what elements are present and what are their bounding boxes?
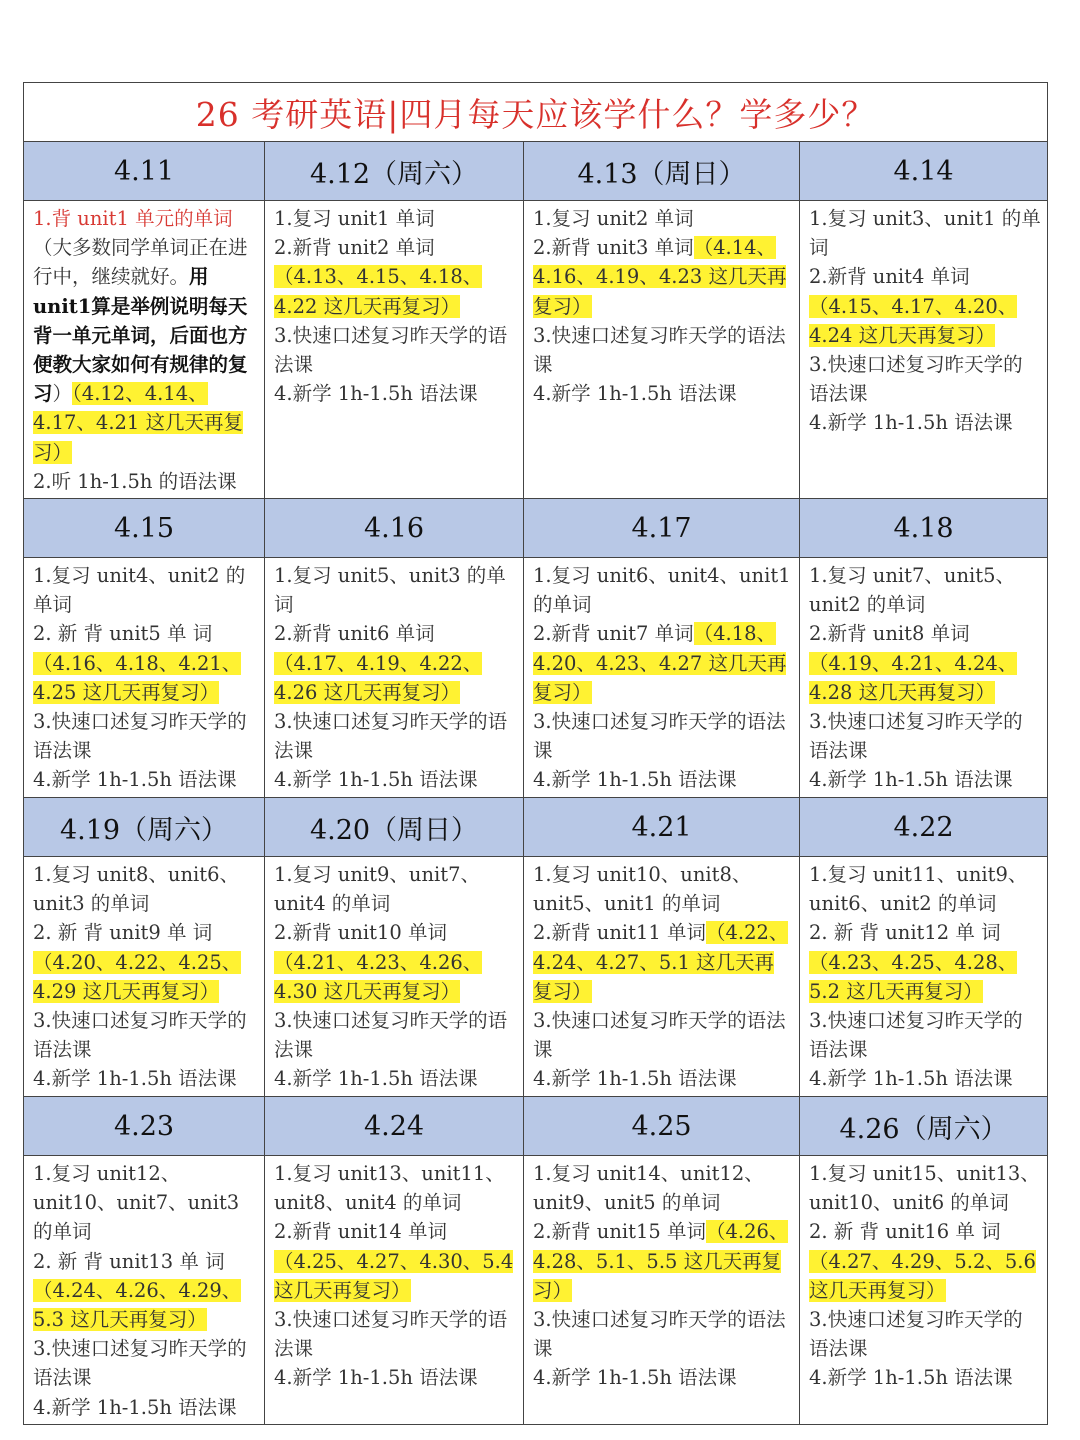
task-text: 4.新学 1h-1.5h 语法课 <box>533 768 737 792</box>
task-item <box>274 1217 517 1305</box>
task-text: 1.复习 unit5、unit3 的单词 <box>274 564 506 617</box>
task-text: 1.复习 unit8、unit6、unit3 的单词 <box>33 863 239 916</box>
day-plan-cell <box>524 1156 800 1425</box>
schedule-table <box>23 82 1048 1425</box>
task-item <box>533 1006 793 1064</box>
task-text: 4.新学 1h-1.5h 语法课 <box>809 1067 1013 1091</box>
task-text: 2.听 1h-1.5h 的语法课 <box>33 469 237 493</box>
task-text: 3.快速口述复习昨天学的语法课 <box>533 1308 786 1361</box>
day-header: 4.26（周六） <box>800 1097 1048 1156</box>
day-plan-cell <box>265 857 524 1097</box>
task-item <box>809 707 1041 765</box>
day-header: 4.16 <box>265 499 524 558</box>
review-dates-highlight: （4.15、4.17、4.20、4.24 这几天再复习） <box>809 294 1018 347</box>
task-item <box>533 707 793 765</box>
task-item <box>809 1217 1041 1305</box>
schedule-document <box>23 82 1047 1425</box>
review-dates-highlight: （4.12、4.14、4.17、4.21 这几天再复习） <box>33 382 244 464</box>
task-text: 4.新学 1h-1.5h 语法课 <box>274 1366 478 1390</box>
task-text: 3.快速口述复习昨天学的语法课 <box>274 1009 508 1062</box>
task-item <box>809 204 1041 262</box>
task-text: 3.快速口述复习昨天学的语法课 <box>809 1308 1023 1361</box>
day-header: 4.17 <box>524 499 800 558</box>
task-text: 1.复习 unit10、unit8、unit5、unit1 的单词 <box>533 863 752 916</box>
review-dates-highlight: （4.16、4.18、4.21、4.25 这几天再复习） <box>33 651 242 704</box>
task-text: 2.新背 unit6 单词 <box>274 622 435 646</box>
task-text: 2.新背 unit11 单词 <box>533 921 707 945</box>
task-note-bold: 用unit1算是举例说明每天背一单元单词，后面也方便教大家如何有规律的复习 <box>33 265 248 406</box>
task-item <box>274 765 517 794</box>
task-text: 2.新背 unit2 单词 <box>274 236 435 260</box>
task-item <box>33 1247 258 1335</box>
task-text: 2.新背 unit14 单词 <box>274 1220 448 1244</box>
task-text: ） <box>52 382 73 406</box>
task-text: 4.新学 1h-1.5h 语法课 <box>274 1067 478 1091</box>
task-item <box>274 707 517 765</box>
date-header-row <box>24 1097 1048 1156</box>
task-item <box>809 619 1041 707</box>
task-item <box>33 561 258 619</box>
review-dates-highlight: （4.26、4.28、5.1、5.5 这几天再复习） <box>533 1220 789 1302</box>
task-text: 3.快速口述复习昨天学的语法课 <box>33 710 247 763</box>
review-dates-highlight: （4.20、4.22、4.25、4.29 这几天再复习） <box>33 950 242 1003</box>
day-plan-cell <box>800 201 1048 499</box>
task-item <box>533 1363 793 1392</box>
task-item <box>274 1305 517 1363</box>
task-text: 1.复习 unit9、unit7、unit4 的单词 <box>274 863 480 916</box>
task-text: 3.快速口述复习昨天学的语法课 <box>533 323 786 377</box>
task-item <box>533 918 793 1006</box>
task-item <box>274 860 517 918</box>
review-dates-highlight: （4.23、4.25、4.28、5.2 这几天再复习） <box>809 950 1018 1003</box>
day-header: 4.14 <box>800 142 1048 201</box>
day-plan-cell <box>24 201 265 499</box>
task-text: 3.快速口述复习昨天学的语法课 <box>274 1308 508 1361</box>
task-text: 2.新背 unit4 单词 <box>809 265 970 289</box>
day-header: 4.18 <box>800 499 1048 558</box>
task-text: 3.快速口述复习昨天学的语法课 <box>809 1009 1023 1062</box>
task-item <box>33 765 258 794</box>
task-text: 3.快速口述复习昨天学的语法课 <box>533 1009 786 1062</box>
day-header: 4.12（周六） <box>265 142 524 201</box>
day-header: 4.23 <box>24 1097 265 1156</box>
task-item <box>809 350 1041 408</box>
day-plan-cell <box>24 558 265 798</box>
day-plan-cell <box>265 558 524 798</box>
day-plan-cell <box>800 1156 1048 1425</box>
task-item <box>33 1064 258 1093</box>
review-dates-highlight: （4.25、4.27、4.30、5.4 这几天再复习） <box>274 1249 514 1302</box>
task-item <box>809 765 1041 794</box>
day-header: 4.24 <box>265 1097 524 1156</box>
task-item <box>533 1305 793 1363</box>
task-text: 4.新学 1h-1.5h 语法课 <box>809 768 1013 792</box>
day-header: 4.11 <box>24 142 265 201</box>
task-text: 1.复习 unit6、unit4、unit1 的单词 <box>533 564 791 617</box>
task-text: 3.快速口述复习昨天学的语法课 <box>33 1337 247 1390</box>
day-plan-cell <box>265 201 524 499</box>
task-text: 1.复习 unit2 单词 <box>533 207 694 230</box>
task-item <box>809 561 1041 619</box>
task-item <box>533 321 793 379</box>
task-item <box>274 1363 517 1392</box>
day-header: 4.13（周日） <box>524 142 800 201</box>
task-item <box>274 561 517 619</box>
task-text: 2.新背 unit3 单词 <box>533 236 694 260</box>
day-plan-cell <box>800 558 1048 798</box>
task-item <box>533 561 793 619</box>
task-item <box>809 1159 1041 1217</box>
day-plan-cell <box>24 1156 265 1425</box>
task-item <box>533 1064 793 1093</box>
task-text: 4.新学 1h-1.5h 语法课 <box>274 768 478 792</box>
task-text: 3.快速口述复习昨天学的语法课 <box>533 710 786 763</box>
day-plan-cell <box>24 857 265 1097</box>
task-item <box>809 1363 1041 1392</box>
task-text: 2. 新 背 unit5 单 词 <box>33 622 213 646</box>
day-plan-row <box>24 201 1048 499</box>
task-item <box>809 1305 1041 1363</box>
task-item <box>33 1159 258 1247</box>
task-text: 4.新学 1h-1.5h 语法课 <box>274 382 478 406</box>
task-text: 1.复习 unit14、unit12、unit9、unit5 的单词 <box>533 1162 764 1215</box>
task-text: 3.快速口述复习昨天学的语法课 <box>809 353 1023 406</box>
task-item <box>33 1334 258 1392</box>
page-title: 26 考研英语|四月每天应该学什么？学多少？ <box>24 83 1048 142</box>
review-dates-highlight: （4.17、4.19、4.22、4.26 这几天再复习） <box>274 651 483 704</box>
task-item <box>274 321 517 379</box>
task-text: 1.复习 unit13、unit11、unit8、unit4 的单词 <box>274 1162 505 1215</box>
review-dates-highlight: （4.24、4.26、4.29、5.3 这几天再复习） <box>33 1278 242 1332</box>
task-text: 2.新背 unit8 单词 <box>809 622 970 646</box>
task-item <box>33 918 258 1006</box>
task-text: 2. 新 背 unit16 单 词 <box>809 1220 1001 1244</box>
task-item <box>809 918 1041 1006</box>
review-dates-highlight: （4.19、4.21、4.24、4.28 这几天再复习） <box>809 651 1018 704</box>
task-text: 2. 新 背 unit13 单 词 <box>33 1249 225 1273</box>
task-item <box>33 860 258 918</box>
task-item <box>274 1159 517 1217</box>
day-plan-cell <box>524 201 800 499</box>
review-dates-highlight: （4.18、4.20、4.23、4.27 这几天再复习） <box>533 622 787 704</box>
task-text: 4.新学 1h-1.5h 语法课 <box>33 1067 237 1091</box>
task-item <box>533 233 793 321</box>
schedule-body <box>24 83 1048 1425</box>
day-plan-row <box>24 857 1048 1097</box>
task-item <box>809 860 1041 918</box>
day-plan-cell <box>524 558 800 798</box>
task-text: 3.快速口述复习昨天学的语法课 <box>274 710 508 763</box>
task-item <box>809 1064 1041 1093</box>
task-text: 1.复习 unit7、unit5、unit2 的单词 <box>809 564 1015 617</box>
day-header: 4.25 <box>524 1097 800 1156</box>
task-text: 1.复习 unit3、unit1 的单词 <box>809 207 1041 260</box>
task-text: 2.新背 unit15 单词 <box>533 1220 707 1244</box>
task-item <box>533 204 793 233</box>
task-text: （大多数同学单词正在进行中，继续就好。 <box>33 236 248 289</box>
review-dates-highlight: （4.22、4.24、4.27、5.1 这几天再复习） <box>533 921 789 1003</box>
task-item <box>33 467 258 496</box>
day-header: 4.15 <box>24 499 265 558</box>
task-item <box>274 619 517 707</box>
date-header-row <box>24 798 1048 857</box>
task-item <box>274 1006 517 1064</box>
task-item <box>33 619 258 707</box>
date-header-row <box>24 499 1048 558</box>
task-item <box>533 1217 793 1305</box>
task-item <box>274 233 517 321</box>
day-plan-cell <box>800 857 1048 1097</box>
task-text: 3.快速口述复习昨天学的语法课 <box>33 1009 247 1062</box>
task-text: 4.新学 1h-1.5h 语法课 <box>809 1366 1013 1390</box>
task-item <box>533 1159 793 1217</box>
task-text: 4.新学 1h-1.5h 语法课 <box>533 382 737 406</box>
task-text: 3.快速口述复习昨天学的语法课 <box>274 323 508 377</box>
task-item <box>809 408 1041 437</box>
task-text: 1.复习 unit12、unit10、unit7、unit3 的单词 <box>33 1162 240 1244</box>
task-item <box>809 1006 1041 1064</box>
day-plan-row <box>24 558 1048 798</box>
date-header-row <box>24 142 1048 201</box>
task-item <box>33 204 258 467</box>
day-header: 4.20（周日） <box>265 798 524 857</box>
task-item <box>533 619 793 707</box>
day-plan-cell <box>265 1156 524 1425</box>
review-dates-highlight: （4.27、4.29、5.2、5.6 这几天再复习） <box>809 1249 1036 1302</box>
day-plan-row <box>24 1156 1048 1425</box>
task-text: 4.新学 1h-1.5h 语法课 <box>533 1366 737 1390</box>
task-text: 1.复习 unit11、unit9、unit6、unit2 的单词 <box>809 863 1028 916</box>
day-plan-cell <box>524 857 800 1097</box>
review-dates-highlight: （4.14、4.16、4.19、4.23 这几天再复习） <box>533 236 787 318</box>
task-item <box>274 379 517 408</box>
task-text: 1.复习 unit4、unit2 的单词 <box>33 564 246 617</box>
task-text: 3.快速口述复习昨天学的语法课 <box>809 710 1023 763</box>
task-item <box>274 918 517 1006</box>
task-text: 2.新背 unit10 单词 <box>274 921 448 945</box>
review-dates-highlight: （4.21、4.23、4.26、4.30 这几天再复习） <box>274 950 483 1003</box>
task-text: 4.新学 1h-1.5h 语法课 <box>533 1067 737 1091</box>
task-item <box>33 1006 258 1064</box>
task-item <box>533 379 793 408</box>
task-item <box>33 1393 258 1422</box>
task-text: 4.新学 1h-1.5h 语法课 <box>33 768 237 792</box>
task-text-emphasis: 1.背 unit1 单元的单词 <box>33 207 233 230</box>
day-header: 4.19（周六） <box>24 798 265 857</box>
task-item <box>274 204 517 233</box>
task-text: 1.复习 unit1 单词 <box>274 207 435 230</box>
day-header: 4.22 <box>800 798 1048 857</box>
task-text: 2. 新 背 unit9 单 词 <box>33 921 213 945</box>
task-item <box>533 765 793 794</box>
task-item <box>33 707 258 765</box>
task-item <box>274 1064 517 1093</box>
task-text: 4.新学 1h-1.5h 语法课 <box>809 411 1013 435</box>
task-text: 2.新背 unit7 单词 <box>533 622 694 646</box>
task-text: 2. 新 背 unit12 单 词 <box>809 921 1001 945</box>
review-dates-highlight: （4.13、4.15、4.18、4.22 这几天再复习） <box>274 265 483 318</box>
task-text: 1.复习 unit15、unit13、unit10、unit6 的单词 <box>809 1162 1040 1215</box>
task-text: 4.新学 1h-1.5h 语法课 <box>33 1395 237 1419</box>
task-item <box>809 262 1041 350</box>
task-item <box>533 860 793 918</box>
day-header: 4.21 <box>524 798 800 857</box>
